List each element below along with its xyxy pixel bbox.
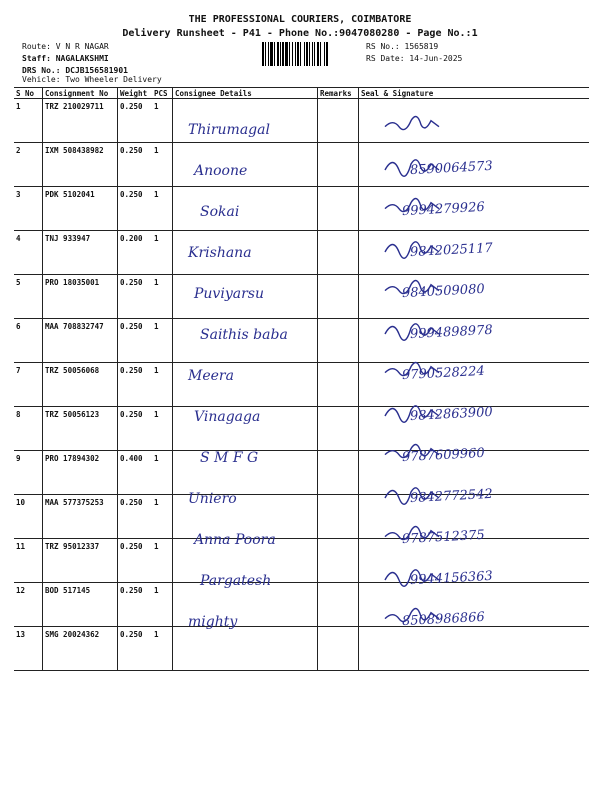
row-weight: 0.200	[118, 231, 153, 275]
col-header-remarks: Remarks	[318, 88, 359, 99]
row-pcs: 1	[152, 451, 173, 495]
handwritten-phone-number: 9790528224	[401, 363, 486, 384]
row-pcs: 1	[152, 495, 173, 539]
row-weight: 0.250	[118, 363, 153, 407]
consignee-handwritten-name: Uniero	[188, 491, 237, 507]
row-consignment-no: PRO 17894302	[43, 451, 118, 495]
row-weight: 0.250	[118, 187, 153, 231]
row-sno: 2	[14, 143, 43, 187]
consignee-handwritten-name: Sokai	[200, 204, 240, 220]
row-weight: 0.400	[118, 451, 153, 495]
row-remarks-cell	[318, 407, 359, 451]
row-pcs: 1	[152, 627, 173, 671]
row-sno: 4	[14, 231, 43, 275]
row-pcs: 1	[152, 363, 173, 407]
row-sno: 7	[14, 363, 43, 407]
barcode-image	[262, 42, 360, 66]
row-consignment-no: MAA 708832747	[43, 319, 118, 363]
rs-date-label: RS Date: 14-Jun-2025	[366, 54, 463, 63]
row-remarks-cell	[318, 275, 359, 319]
row-consignment-no: PDK 5102041	[43, 187, 118, 231]
consignee-handwritten-name: Anna Poora	[194, 532, 276, 548]
row-pcs: 1	[152, 539, 173, 583]
consignee-handwritten-name: Vinagaga	[194, 409, 261, 425]
row-consignment-no: TNJ 933947	[43, 231, 118, 275]
row-weight: 0.250	[118, 143, 153, 187]
handwritten-phone-number: 9994898978	[409, 322, 494, 343]
row-sno: 6	[14, 319, 43, 363]
handwritten-phone-number: 8508986866	[401, 609, 486, 630]
row-sno: 8	[14, 407, 43, 451]
row-sno: 3	[14, 187, 43, 231]
signature-scribble	[380, 104, 580, 144]
row-consignment-no: IXM 508438982	[43, 143, 118, 187]
row-consignment-no: TRZ 210029711	[43, 99, 118, 143]
row-sno: 5	[14, 275, 43, 319]
row-consignment-no: PRO 18035001	[43, 275, 118, 319]
vehicle-label: Vehicle: Two Wheeler Delivery	[22, 75, 162, 84]
row-pcs: 1	[152, 407, 173, 451]
row-consignment-no: TRZ 95012337	[43, 539, 118, 583]
col-header-consignment: Consignment No	[43, 88, 118, 99]
row-sno: 1	[14, 99, 43, 143]
col-header-consignee: Consignee Details	[173, 88, 318, 99]
row-remarks-cell	[318, 627, 359, 671]
row-consignment-no: MAA 577375253	[43, 495, 118, 539]
row-sno: 13	[14, 627, 43, 671]
consignee-handwritten-name: Anoone	[194, 163, 248, 179]
row-consignment-no: BOD 517145	[43, 583, 118, 627]
table-header-row	[14, 88, 589, 99]
row-pcs: 1	[152, 143, 173, 187]
handwritten-phone-number: 9944156363	[409, 568, 494, 589]
row-sno: 9	[14, 451, 43, 495]
rs-no-label: RS No.: 1565819	[366, 42, 439, 51]
row-remarks-cell	[318, 539, 359, 583]
handwritten-phone-number: 9842025117	[409, 240, 494, 261]
consignee-handwritten-name: S M F G	[200, 450, 259, 466]
row-sno: 10	[14, 495, 43, 539]
row-weight: 0.250	[118, 275, 153, 319]
row-remarks-cell	[318, 363, 359, 407]
row-remarks-cell	[318, 187, 359, 231]
consignee-handwritten-name: Krishana	[188, 245, 252, 261]
row-weight: 0.250	[118, 627, 153, 671]
consignee-handwritten-name: Pargatesh	[200, 573, 272, 589]
drs-label: DRS No.: DCJB156581901	[22, 66, 128, 75]
handwritten-phone-number: 9787512375	[401, 527, 486, 548]
row-sno: 11	[14, 539, 43, 583]
runsheet-subtitle: Delivery Runsheet - P41 - Phone No.:9047080280 - Page No.:1	[122, 28, 478, 39]
row-remarks-cell	[318, 583, 359, 627]
row-pcs: 1	[152, 231, 173, 275]
handwritten-phone-number: 9787609960	[401, 445, 486, 466]
row-sno: 12	[14, 583, 43, 627]
row-pcs: 1	[152, 99, 173, 143]
row-pcs: 1	[152, 275, 173, 319]
row-consignee-cell	[173, 627, 318, 671]
consignee-handwritten-name: Saithis baba	[200, 327, 288, 343]
col-header-pcs: PCS	[152, 88, 173, 99]
row-remarks-cell	[318, 99, 359, 143]
col-header-weight: Weight	[118, 88, 153, 99]
row-consignment-no: TRZ 50056123	[43, 407, 118, 451]
row-weight: 0.250	[118, 539, 153, 583]
row-weight: 0.250	[118, 495, 153, 539]
consignee-handwritten-name: Thirumagal	[188, 122, 270, 138]
handwritten-phone-number: 9842772542	[409, 486, 494, 507]
row-weight: 0.250	[118, 407, 153, 451]
staff-label: Staff: NAGALAKSHMI	[22, 54, 109, 63]
consignee-handwritten-name: Puviyarsu	[194, 286, 264, 302]
row-remarks-cell	[318, 451, 359, 495]
row-consignment-no: SMG 20024362	[43, 627, 118, 671]
consignee-handwritten-name: Meera	[188, 368, 234, 384]
row-consignee-cell	[173, 187, 318, 231]
handwritten-phone-number: 8590064573	[409, 158, 494, 179]
row-pcs: 1	[152, 583, 173, 627]
row-pcs: 1	[152, 187, 173, 231]
col-header-signature: Seal & Signature	[359, 88, 590, 99]
company-title: THE PROFESSIONAL COURIERS, COIMBATORE	[188, 14, 412, 25]
consignee-handwritten-name: mighty	[188, 614, 238, 630]
row-weight: 0.250	[118, 99, 153, 143]
row-remarks-cell	[318, 231, 359, 275]
handwritten-phone-number: 9842863900	[409, 404, 494, 425]
row-remarks-cell	[318, 143, 359, 187]
handwritten-phone-number: 9994279926	[401, 199, 486, 220]
row-consignment-no: TRZ 50056068	[43, 363, 118, 407]
route-label: Route: V N R NAGAR	[22, 42, 109, 51]
row-weight: 0.250	[118, 319, 153, 363]
col-header-sno: S No	[14, 88, 43, 99]
row-pcs: 1	[152, 319, 173, 363]
handwritten-phone-number: 9840509080	[401, 281, 486, 302]
row-weight: 0.250	[118, 583, 153, 627]
row-remarks-cell	[318, 319, 359, 363]
row-remarks-cell	[318, 495, 359, 539]
